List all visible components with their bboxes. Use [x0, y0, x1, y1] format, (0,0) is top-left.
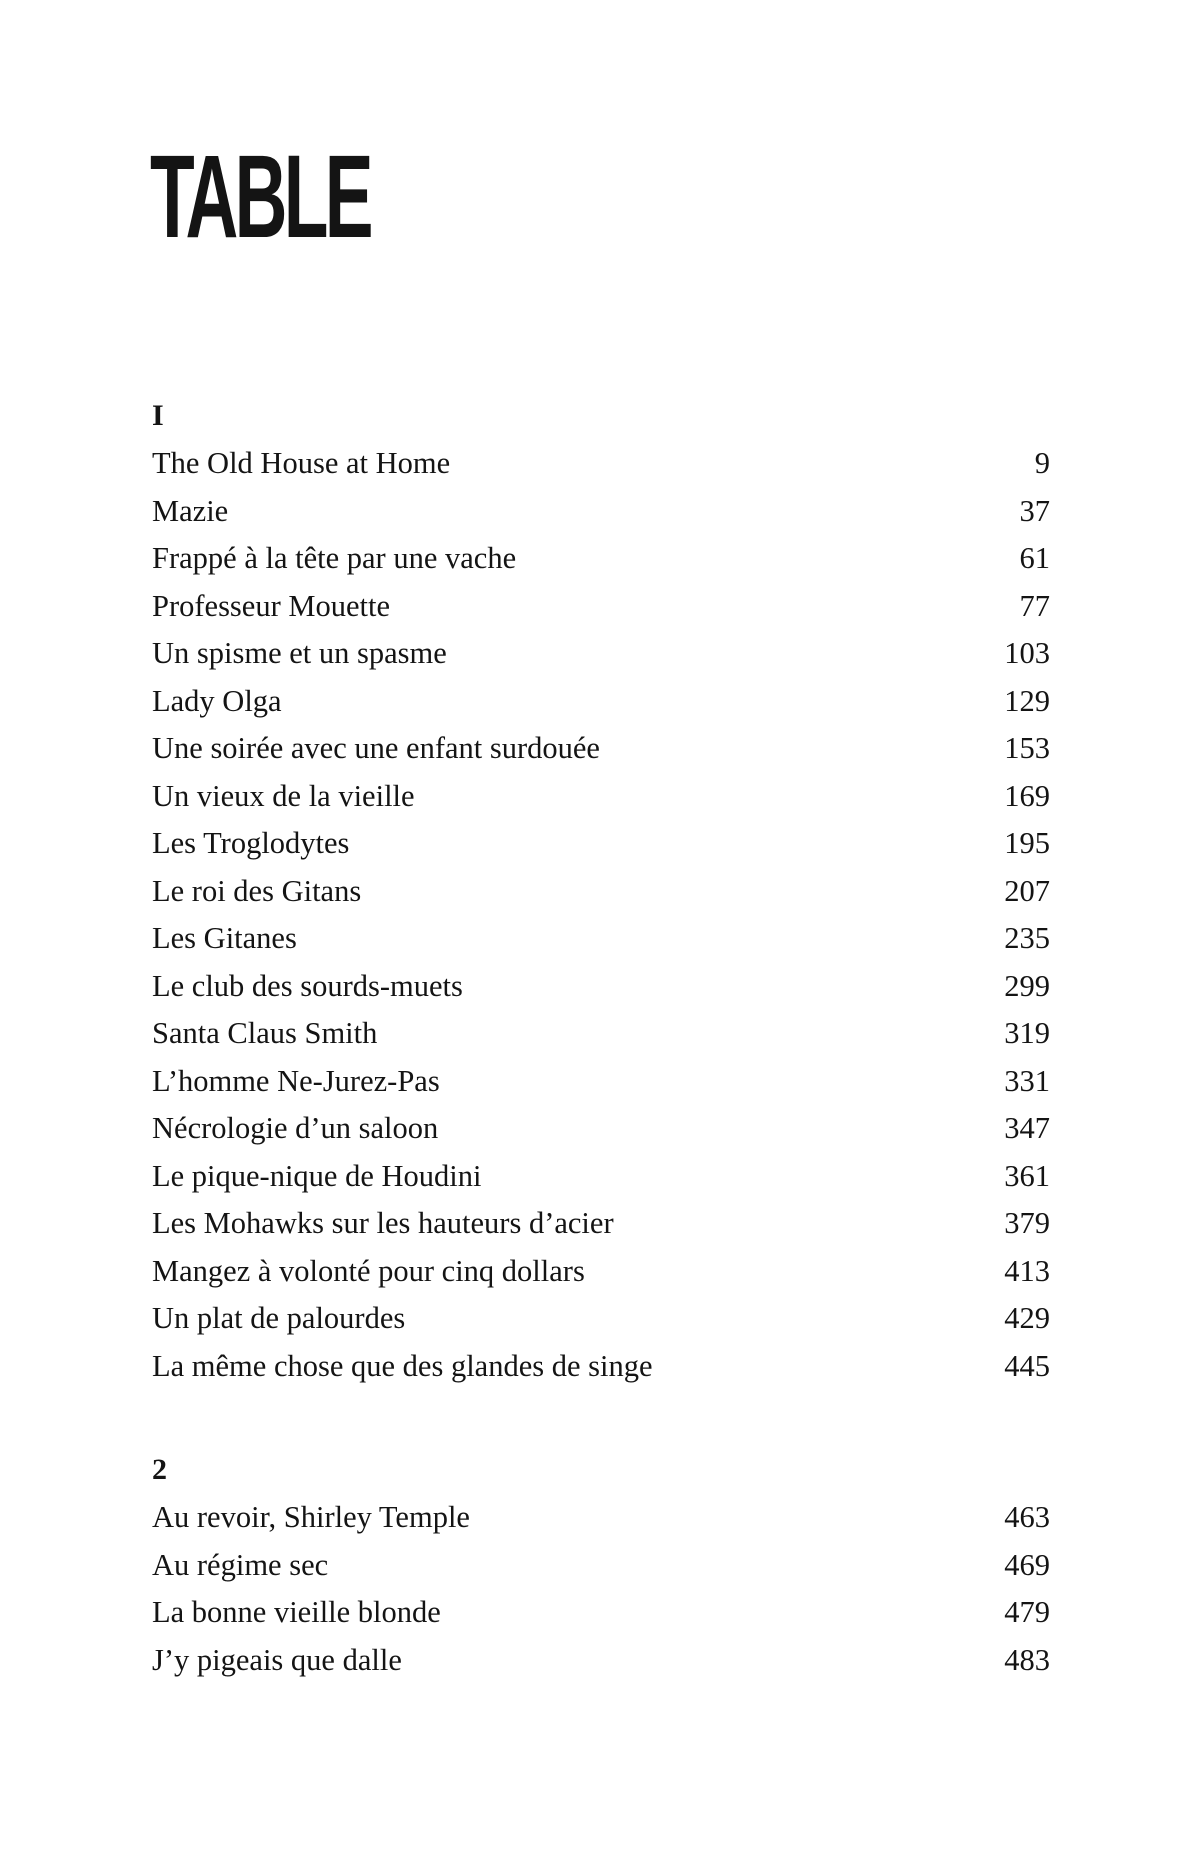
entry-title: Un vieux de la vieille — [152, 778, 415, 813]
entry-title: J’y pigeais que dalle — [152, 1642, 402, 1677]
entry-page-number: 37 — [1019, 493, 1050, 528]
entry-title: Au régime sec — [152, 1547, 329, 1582]
toc-entry — [152, 915, 1050, 963]
entry-page-number: 153 — [1004, 731, 1050, 765]
entry-page-number: 207 — [1004, 873, 1050, 908]
entry-title: Le club des sourds-muets — [152, 968, 463, 1003]
toc-entry — [152, 1637, 1050, 1685]
toc-entry — [152, 773, 1050, 821]
toc-entry — [152, 868, 1050, 916]
entry-title: Un plat de palourdes — [152, 1301, 406, 1335]
toc-entry — [152, 1248, 1050, 1296]
entry-page-number: 463 — [1004, 1500, 1050, 1534]
toc-entry — [152, 1343, 1050, 1391]
entry-title: The Old House at Home — [152, 446, 451, 480]
entry-title: Les Mohawks sur les hauteurs d’acier — [152, 1206, 614, 1240]
entry-page-number: 379 — [1004, 1206, 1050, 1240]
entry-title: La même chose que des glandes de singe — [152, 1348, 653, 1383]
entry-title: Nécrologie d’un saloon — [152, 1111, 439, 1145]
page-heading: TABLE — [150, 131, 370, 263]
entry-page-number: 361 — [1004, 1158, 1050, 1193]
table-of-contents — [152, 392, 1050, 1684]
entry-title: Lady Olga — [152, 683, 282, 718]
entry-title: Les Gitanes — [152, 921, 297, 955]
toc-entry — [152, 630, 1050, 678]
entry-title: Les Troglodytes — [152, 826, 350, 860]
entry-page-number: 429 — [1004, 1301, 1050, 1335]
entry-page-number: 347 — [1004, 1111, 1050, 1145]
toc-entry — [152, 678, 1050, 726]
toc-entry — [152, 1589, 1050, 1637]
entry-title: Mangez à volonté pour cinq dollars — [152, 1253, 585, 1288]
toc-entry — [152, 1058, 1050, 1106]
entry-title: Une soirée avec une enfant surdouée — [152, 731, 600, 765]
entry-title: Le roi des Gitans — [152, 873, 362, 908]
entry-page-number: 413 — [1004, 1253, 1050, 1288]
entry-page-number: 61 — [1019, 541, 1050, 575]
entry-page-number: 445 — [1004, 1348, 1050, 1383]
toc-entry — [152, 535, 1050, 583]
toc-entry — [152, 963, 1050, 1011]
entry-page-number: 77 — [1019, 588, 1050, 623]
toc-entry — [152, 1295, 1050, 1343]
entry-title: Frappé à la tête par une vache — [152, 541, 517, 575]
entry-page-number: 235 — [1004, 921, 1050, 955]
entry-page-number: 169 — [1004, 778, 1050, 813]
toc-section — [152, 392, 1050, 1390]
toc-entry — [152, 1494, 1050, 1542]
toc-entry — [152, 1010, 1050, 1058]
toc-entry — [152, 725, 1050, 773]
entry-page-number: 129 — [1004, 683, 1050, 718]
toc-entry — [152, 1200, 1050, 1248]
toc-entry — [152, 488, 1050, 536]
toc-entry — [152, 820, 1050, 868]
entry-title: L’homme Ne-Jurez-Pas — [152, 1063, 440, 1098]
toc-entry — [152, 583, 1050, 631]
section-label: 2 — [152, 1453, 167, 1486]
entry-page-number: 195 — [1004, 826, 1050, 860]
toc-entry — [152, 1105, 1050, 1153]
entry-title: Au revoir, Shirley Temple — [152, 1500, 470, 1534]
entry-page-number: 331 — [1004, 1063, 1050, 1098]
entry-page-number: 299 — [1004, 968, 1050, 1003]
entry-page-number: 9 — [1034, 446, 1050, 480]
toc-entry — [152, 1542, 1050, 1590]
entry-title: Professeur Mouette — [152, 588, 391, 623]
toc-section — [152, 1446, 1050, 1684]
entry-page-number: 103 — [1004, 636, 1050, 670]
toc-entry — [152, 1153, 1050, 1201]
entry-page-number: 483 — [1004, 1642, 1050, 1677]
entry-title: Santa Claus Smith — [152, 1016, 378, 1050]
section-label: I — [152, 399, 164, 432]
toc-entry — [152, 440, 1050, 488]
entry-title: Le pique-nique de Houdini — [152, 1158, 482, 1193]
entry-page-number: 469 — [1004, 1547, 1050, 1582]
entry-page-number: 319 — [1004, 1016, 1050, 1050]
entry-title: Un spisme et un spasme — [152, 636, 447, 670]
entry-page-number: 479 — [1004, 1595, 1050, 1629]
entry-title: Mazie — [152, 493, 229, 528]
entry-title: La bonne vieille blonde — [152, 1595, 441, 1629]
